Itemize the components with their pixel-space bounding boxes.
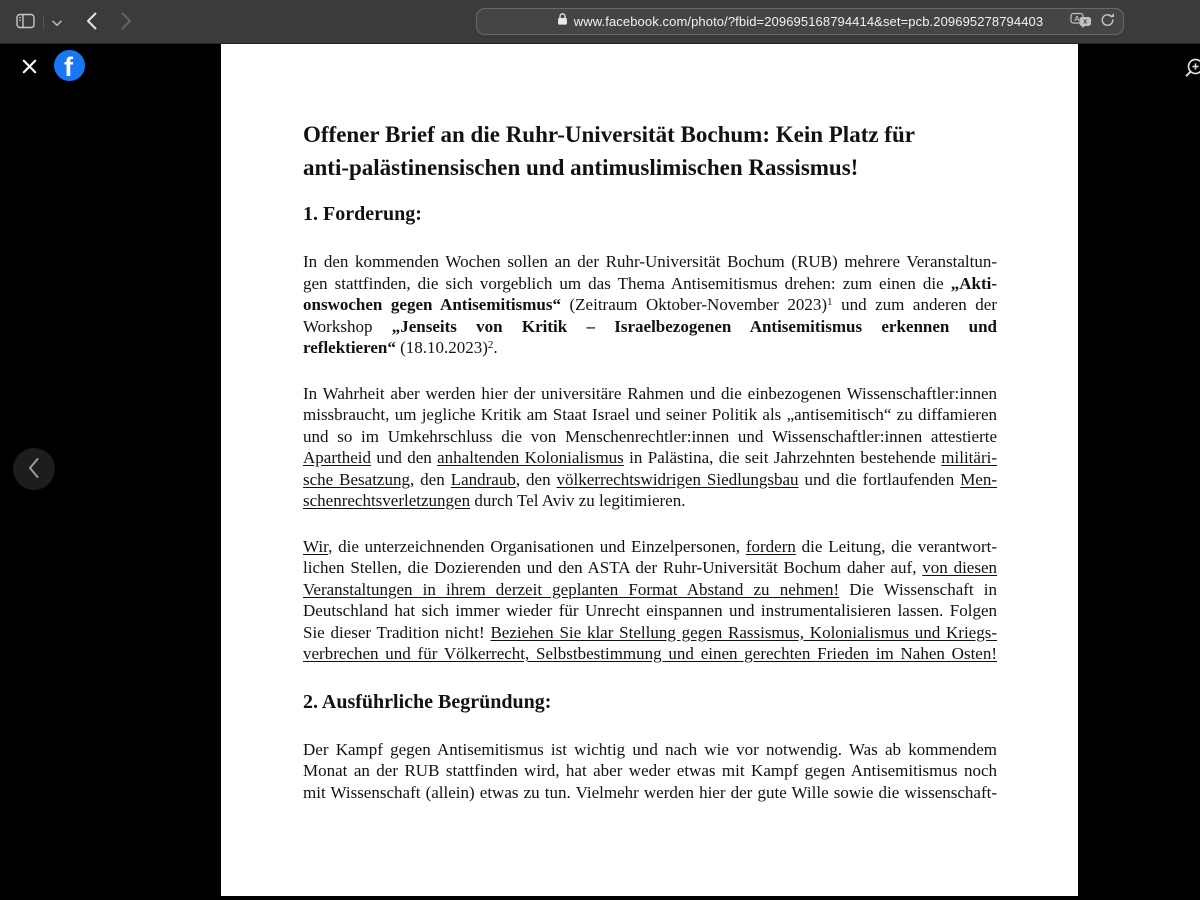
toolbar-divider xyxy=(43,15,44,29)
text-line: und so im Umkehrschluss die von Menschenrechtler:innen und Wissenschaftler:innen attestierte xyxy=(303,426,997,446)
text-line: Workshop „Jenseits von Kritik – Israelbezogenen Antisemitismus erkennen und xyxy=(303,316,997,336)
lock-icon xyxy=(557,12,568,31)
document-title: Offener Brief an die Ruhr-Universität Bochum: Kein Platz für anti-palästinensischen und antimuslimischen Rassismus! xyxy=(303,122,915,180)
text-line: Der Kampf gegen Antisemitismus ist wichtig und nach wie vor notwendig. Was ab kommendem xyxy=(303,739,997,759)
text-line: reflektieren“ $(18.10.2023)^2$. xyxy=(303,338,498,357)
sidebar-menu-button[interactable] xyxy=(48,11,66,34)
text-line: Apartheid und den anhaltenden Kolonialismus in Palästina, die seit Jahrzehnten bestehende militäri- xyxy=(303,448,997,467)
underlined-text: Wir xyxy=(303,536,329,556)
underlined-text: fordern xyxy=(745,536,796,556)
chevron-left-icon xyxy=(25,455,43,484)
facebook-logo-letter: f xyxy=(64,52,73,81)
text-line: gen stattfinden, die sich vorgeblich um das Thema Antisemitismus drehen: zum einen die „Akti- xyxy=(303,273,997,293)
underlined-text: Landraub xyxy=(450,469,516,489)
text-line: sche Besatzung, den Landraub, den völkerrechtswidrigen Siedlungsbau und die fortlaufenden Men- xyxy=(303,469,997,489)
section-heading: 1. Forderung: xyxy=(303,203,422,225)
photo-viewer xyxy=(0,44,1200,900)
text-line: In den kommenden Wochen sollen an der Ruhr-Universität Bochum (RUB) mehrere Veranstaltun- xyxy=(303,252,997,271)
underlined-text: anhaltenden Kolonialismus xyxy=(437,448,624,467)
translate-icon xyxy=(1070,12,1092,32)
underlined-text: Apartheid xyxy=(303,448,371,467)
underlined-text: völkerrechtswidrigen Siedlungsbau xyxy=(556,469,799,489)
zoom-in-button[interactable] xyxy=(1181,57,1200,86)
previous-photo-button[interactable] xyxy=(13,448,55,490)
underlined-text: Men- xyxy=(960,469,997,489)
close-button[interactable] xyxy=(22,59,37,77)
address-bar[interactable] xyxy=(476,8,1124,35)
text-line: Monat an der RUB stattfinden wird, hat aber weder etwas mit Kampf gegen Antisemitismus noch xyxy=(303,761,997,780)
toolbar-left-controls xyxy=(12,0,136,44)
text-line: In Wahrheit aber werden hier der universitäre Rahmen und die einbezogenen Wissenschaftler:innen xyxy=(303,383,997,403)
text-line: Veranstaltungen in ihrem derzeit geplanten Format Abstand zu nehmen! Die Wissenschaft in xyxy=(303,579,997,599)
paragraph xyxy=(303,251,997,359)
document-content xyxy=(221,44,1078,896)
underlined-text: verbrechen und für Völkerrecht, Selbstbestimmung und einen gerechten Frieden im Nahen Osten! xyxy=(303,644,997,663)
chevron-down-icon xyxy=(52,15,62,30)
paragraph xyxy=(303,739,997,804)
browser-toolbar xyxy=(0,0,1200,44)
underlined-text: militäri- xyxy=(941,448,997,467)
underlined-text: von diesen xyxy=(922,558,997,577)
section-heading: 2. Ausführliche Begründung: xyxy=(303,690,552,713)
underlined-text: Veranstaltungen in ihrem derzeit geplanten Format Abstand zu nehmen! xyxy=(303,579,840,599)
sidebar-toggle-button[interactable] xyxy=(12,9,39,36)
photo-document[interactable] xyxy=(221,44,1078,896)
underlined-text: sche Besatzung xyxy=(303,469,410,489)
text-line: Deutschland hat sich immer wieder für Unrecht einspannen und instrumentalisieren lassen. Folgen xyxy=(303,601,997,620)
reload-button[interactable] xyxy=(1100,12,1115,31)
underlined-text: Beziehen Sie klar Stellung gegen Rassismus, Kolonialismus und Kriegs- xyxy=(490,622,997,642)
back-icon xyxy=(86,12,97,33)
text-line: mit Wissenschaft (allein) etwas zu tun. Vielmehr werden hier der gute Wille sowie die wissenschaft- xyxy=(303,782,997,802)
forward-button[interactable] xyxy=(117,8,136,37)
forward-icon xyxy=(121,12,132,33)
url-text: www.facebook.com/photo/?fbid=209695168794414&set=pcb.209695278794403 xyxy=(573,14,1044,29)
text-line: schenrechtsverletzungen durch Tel Aviv zu legitimieren. xyxy=(303,491,686,510)
close-icon xyxy=(22,62,37,77)
paragraph xyxy=(303,536,997,665)
svg-text:A: A xyxy=(1074,13,1080,23)
text-line: onswochen gegen Antisemitismus“ (Zeitraum Oktober-November 2023)$^1$ und zum anderen der xyxy=(303,295,997,314)
text-line: lichen Stellen, die Dozierenden und den ASTA der Ruhr-Universität Bochum daher auf, von diesen xyxy=(303,558,997,577)
text-line: missbraucht, um jegliche Kritik am Staat Israel und seiner Politik als „antisemitisch“ zu diffamieren xyxy=(303,405,997,424)
text-line: Wir, die unterzeichnenden Organisationen und Einzelpersonen, fordern die Leitung, die verantwort- xyxy=(303,536,997,556)
zoom-in-icon xyxy=(1181,71,1200,86)
translate-button[interactable] xyxy=(1070,12,1092,32)
svg-text:x: x xyxy=(1083,18,1088,26)
text-line xyxy=(303,643,997,665)
underlined-text: schenrechtsverletzungen xyxy=(303,491,471,510)
paragraph xyxy=(303,383,997,512)
facebook-logo[interactable] xyxy=(54,50,85,81)
sidebar-icon xyxy=(16,13,35,32)
back-button[interactable] xyxy=(82,8,101,37)
text-line: Sie dieser Tradition nicht! Beziehen Sie klar Stellung gegen Rassismus, Kolonialismus und Kriegs- xyxy=(303,622,997,642)
reload-icon xyxy=(1100,12,1115,31)
